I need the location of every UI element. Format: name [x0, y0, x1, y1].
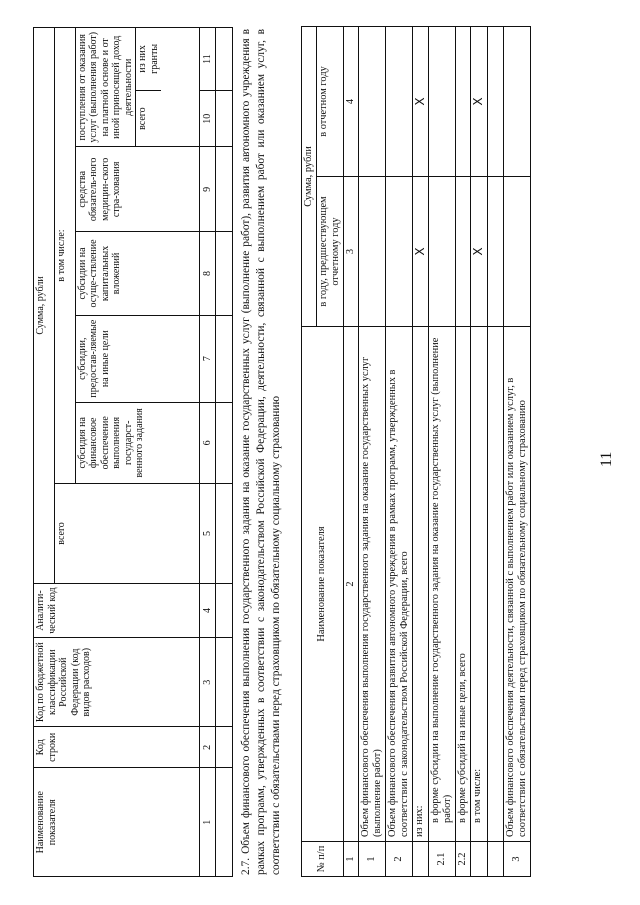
row-cur-x: X — [412, 26, 429, 176]
row-name: в том числе: — [471, 327, 488, 842]
col-num: 8 — [200, 232, 216, 316]
row-prev — [385, 177, 412, 327]
table-row — [385, 26, 412, 876]
row-name: Объем финансового обеспечения деятельности, связанной с выполнением работ или оказанием услуг, в соответствии с обязательствами перед страховщиком по обязательному социальному страхованию — [504, 327, 531, 842]
col-num: 3 — [200, 638, 216, 727]
header-indicator-name: Наименование показателя — [302, 327, 344, 842]
row-cur — [488, 26, 504, 176]
row-name: Объем финансового обеспечения развития автономного учреждения в рамках программ, утвержденных в соответствии с законодательством Российской Федерации, всего — [385, 327, 412, 842]
row-cur-x: X — [471, 26, 488, 176]
row-cur — [504, 26, 531, 176]
row-cur — [358, 26, 385, 176]
header-line-code: Код строки — [34, 727, 200, 768]
row-number — [471, 842, 488, 877]
row-name: в форме субсидий на иные цели, всего — [456, 327, 471, 842]
col-num: 2 — [200, 727, 216, 768]
header-paid-total: всего — [136, 90, 161, 147]
row-cur — [456, 26, 471, 176]
col-num: 1 — [200, 768, 216, 877]
row-prev — [358, 177, 385, 327]
header-name: Наименование показателя — [34, 768, 200, 877]
row-prev — [488, 177, 504, 327]
column-numbers-row — [200, 28, 216, 877]
header-including: в том числе: — [54, 28, 75, 484]
row-number: 2.2 — [456, 842, 471, 877]
col-num: 6 — [200, 402, 216, 483]
row-number: 2 — [385, 842, 412, 877]
row-prev — [504, 177, 531, 327]
row-name: из них: — [412, 327, 429, 842]
row-number: 3 — [504, 842, 531, 877]
row-cur — [385, 26, 412, 176]
row-prev — [429, 177, 456, 327]
col-num: 11 — [200, 28, 216, 91]
header-sum: Сумма, рубли — [34, 28, 55, 584]
header-total: всего — [54, 484, 199, 584]
col-num: 1 — [343, 842, 358, 877]
row-cur — [429, 26, 456, 176]
header-paid-grants: из них гранты — [137, 43, 160, 74]
row-number — [488, 842, 504, 877]
col-num: 5 — [200, 484, 216, 584]
table-row — [412, 26, 429, 876]
col-num: 4 — [343, 26, 358, 176]
financing-volume-table — [301, 26, 531, 877]
column-numbers-row — [343, 26, 358, 876]
row-name: в форме субсидии на выполнение государственного задания на оказание государственных услуг (выполнение работ) — [429, 327, 456, 842]
header-subsidy-task: субсидия на финансовое обеспечение выполнения государст-венного задания — [75, 402, 199, 483]
header-paid-group — [75, 28, 199, 147]
row-number: 1 — [358, 842, 385, 877]
empty-row — [216, 28, 233, 877]
header-budget-code: Код по бюджетной классификации Российской Федерации (код видов расходов) — [34, 638, 200, 727]
row-name: Объем финансового обеспечения выполнения государственного задания на оказание государственных услуг (выполнение работ) — [358, 327, 385, 842]
table-row — [488, 26, 504, 876]
row-name — [488, 327, 504, 842]
header-insurance: средства обязатель-ного медицин-ского стра-хования — [75, 147, 199, 232]
header-analytic-code: Аналити-ческий код — [34, 583, 200, 637]
col-num: 2 — [343, 327, 358, 842]
header-prev-year: в году, предшествующем отчетному году — [316, 177, 343, 327]
table-row — [471, 26, 488, 876]
row-prev-x: X — [471, 177, 488, 327]
col-num: 3 — [343, 177, 358, 327]
header-paid-split — [136, 28, 161, 146]
header-subsidy-other: субсидии, предостав-ляемые на иные цели — [75, 315, 199, 402]
col-num: 7 — [200, 315, 216, 402]
header-subsidy-capital: субсидии на осуще-ствление капитальных вложений — [75, 232, 199, 316]
header-paid-income: поступления от оказания услуг (выполнения работ) на платной основе и от иной приносящей доход деятельности — [76, 28, 137, 146]
table-row — [429, 26, 456, 876]
table-row — [456, 26, 471, 876]
row-number — [412, 842, 429, 877]
page-number: 11 — [598, 451, 615, 467]
col-num: 10 — [200, 91, 216, 147]
col-num: 4 — [200, 583, 216, 637]
section-2-7-paragraph: 2.7. Объем финансового обеспечения выполнения государственного задания на оказание государственных услуг (выполнение работ), развития автономного учреждения в рамках программ, утвержденных в соответствии с законодательством Российской Федерации, деятельности, связанной с выполнением работ или оказанием услуг, в соответствии с обязательствами перед страховщиком по обязательному социальному страхованию — [240, 29, 283, 875]
header-row-number: № п/п — [302, 842, 344, 877]
header-sum-rub: Сумма, рубли — [302, 26, 317, 326]
table-row — [358, 26, 385, 876]
row-prev — [456, 177, 471, 327]
row-prev-x: X — [412, 177, 429, 327]
col-num: 9 — [200, 147, 216, 232]
header-report-year: в отчетном году — [316, 26, 343, 176]
row-number: 2.1 — [429, 842, 456, 877]
financial-sources-table — [33, 27, 233, 877]
table-row — [504, 26, 531, 876]
